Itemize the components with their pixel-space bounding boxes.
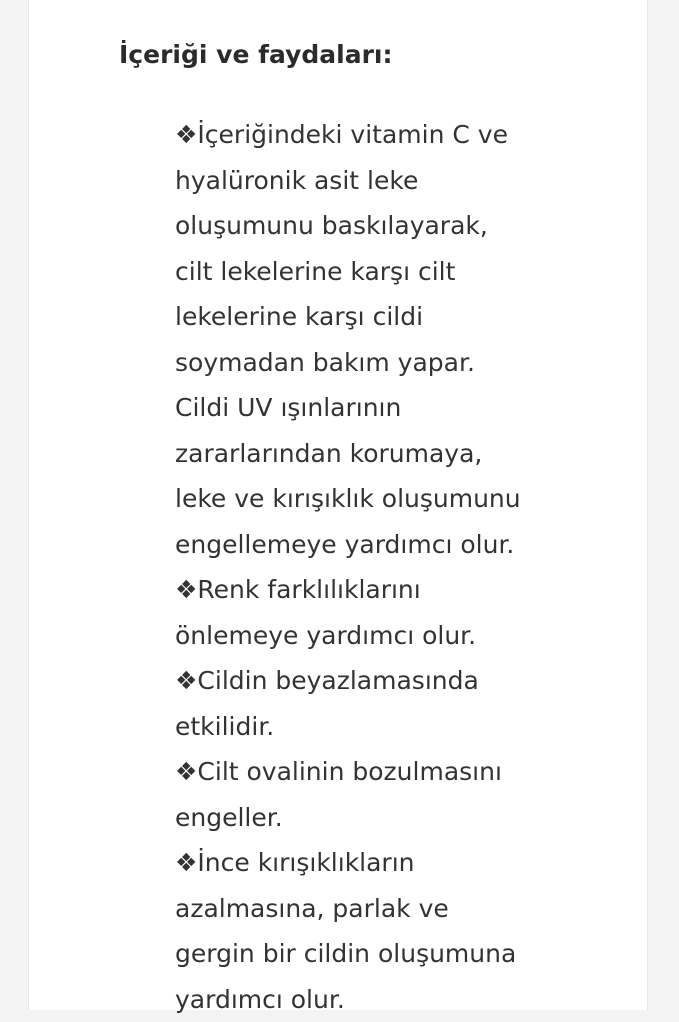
text-line: ❖İçeriğindeki vitamin C ve: [175, 112, 521, 158]
section-heading: İçeriği ve faydaları:: [119, 35, 392, 75]
text-line: engeller.: [175, 795, 521, 841]
text-line: cilt lekelerine karşı cilt: [175, 249, 521, 295]
text-line: azalmasına, parlak ve: [175, 886, 521, 932]
text-line: zararlarından korumaya,: [175, 431, 521, 477]
text-line: ❖Renk farklılıklarını: [175, 567, 521, 613]
text-line: oluşumunu baskılayarak,: [175, 203, 521, 249]
text-line: lekelerine karşı cildi: [175, 294, 521, 340]
text-line: yardımcı olur.: [175, 977, 521, 1022]
text-line: önlemeye yardımcı olur.: [175, 613, 521, 659]
text-line: engellemeye yardımcı olur.: [175, 522, 521, 568]
benefits-text: [175, 112, 521, 1022]
text-line: ❖Cildin beyazlamasında: [175, 658, 521, 704]
document-page: [28, 0, 648, 1010]
text-line: gergin bir cildin oluşumuna: [175, 931, 521, 977]
text-line: ❖İnce kırışıklıkların: [175, 840, 521, 886]
text-line: soymadan bakım yapar.: [175, 340, 521, 386]
text-line: leke ve kırışıklık oluşumunu: [175, 476, 521, 522]
text-line: etkilidir.: [175, 704, 521, 750]
text-line: Cildi UV ışınlarının: [175, 385, 521, 431]
text-line: hyalüronik asit leke: [175, 158, 521, 204]
text-line: ❖Cilt ovalinin bozulmasını: [175, 749, 521, 795]
